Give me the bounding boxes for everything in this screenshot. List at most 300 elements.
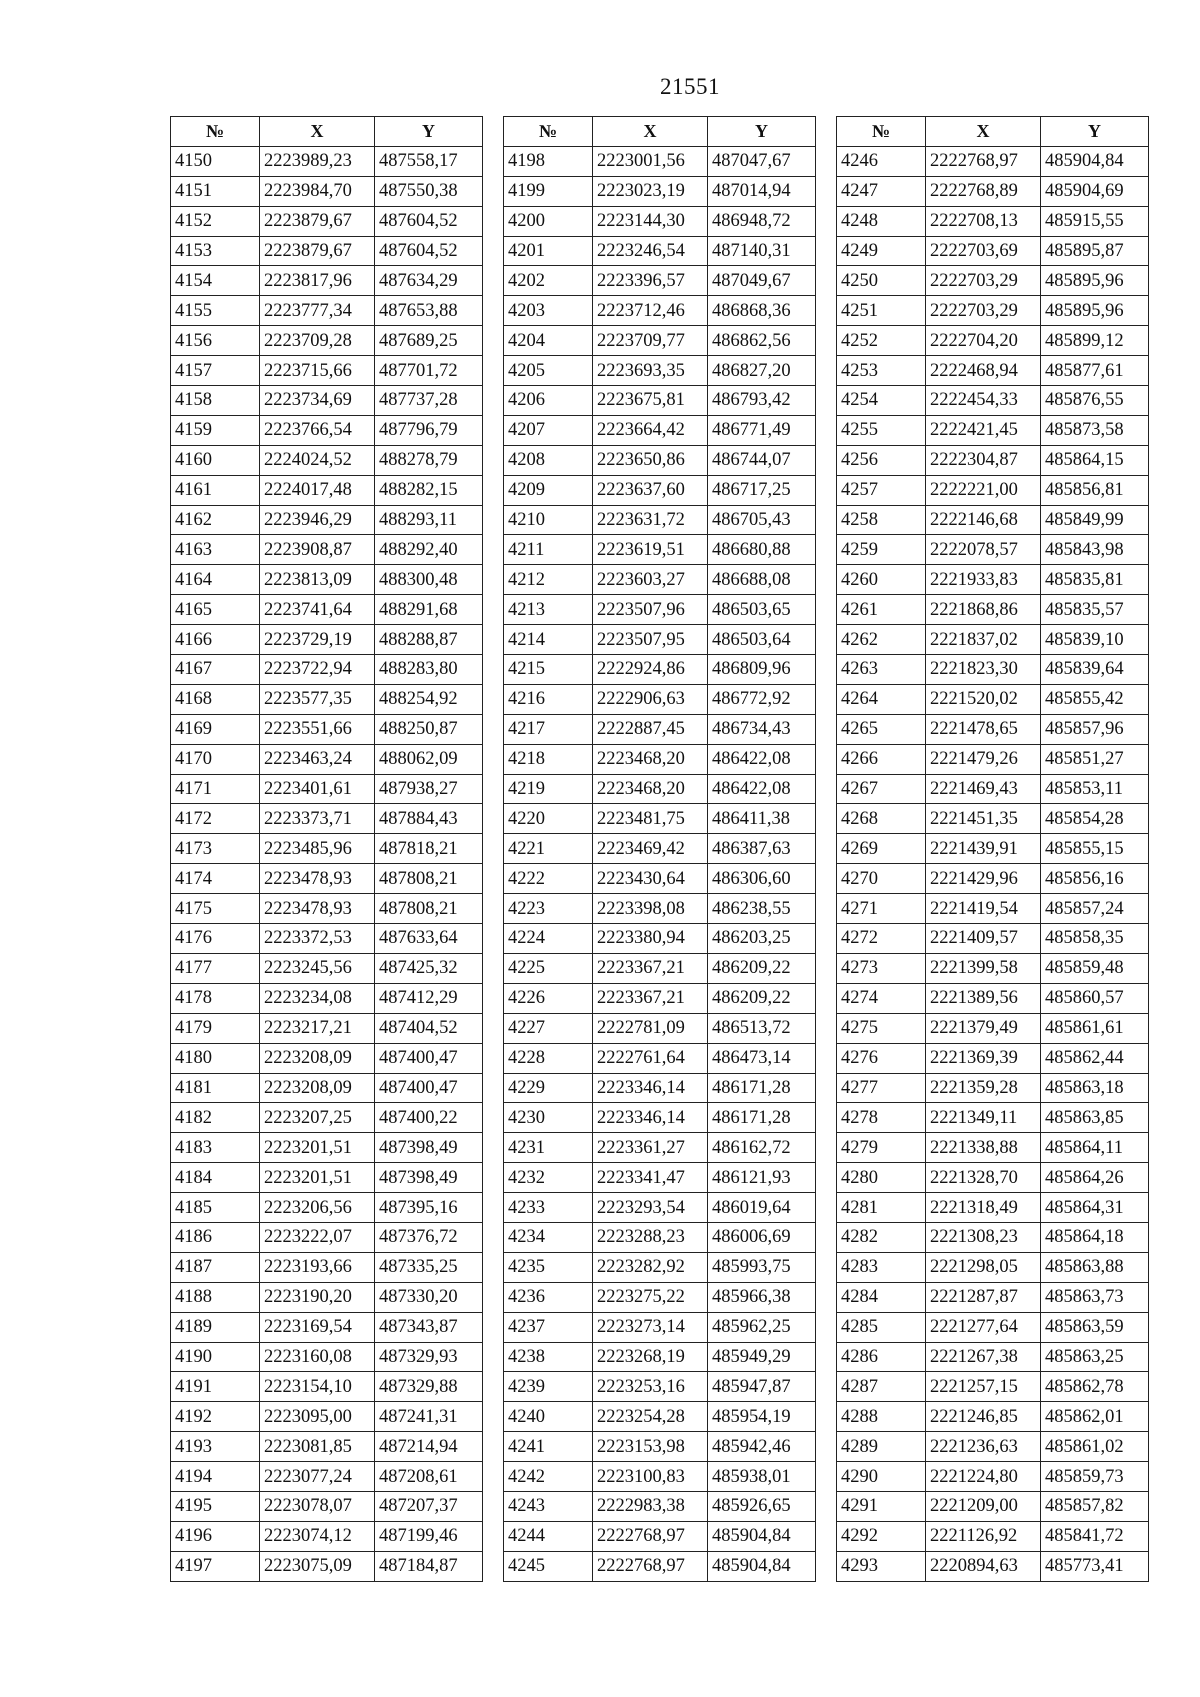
point-number-cell: 4203	[504, 296, 593, 326]
point-number-cell: 4269	[837, 834, 926, 864]
x-coordinate-cell: 2222703,29	[926, 296, 1041, 326]
x-coordinate-cell: 2221419,54	[926, 894, 1041, 924]
point-number-cell: 4243	[504, 1491, 593, 1521]
table-row	[837, 774, 1149, 804]
y-coordinate-cell: 487558,17	[375, 146, 483, 176]
x-coordinate-cell: 2222906,63	[593, 684, 708, 714]
y-coordinate-cell: 487400,22	[375, 1103, 483, 1133]
table-row	[504, 684, 816, 714]
table-row	[504, 1491, 816, 1521]
y-coordinate-cell: 487343,87	[375, 1312, 483, 1342]
table-row	[171, 1133, 483, 1163]
point-number-cell: 4167	[171, 655, 260, 685]
x-coordinate-cell: 2223190,20	[260, 1282, 375, 1312]
y-coordinate-cell: 486688,08	[708, 565, 816, 595]
x-coordinate-cell: 2221209,00	[926, 1491, 1041, 1521]
table-row	[171, 1103, 483, 1133]
table-row	[504, 386, 816, 416]
y-coordinate-cell: 485858,35	[1041, 924, 1149, 954]
y-coordinate-cell: 485864,15	[1041, 445, 1149, 475]
table-row	[504, 595, 816, 625]
point-number-cell: 4231	[504, 1133, 593, 1163]
point-number-cell: 4279	[837, 1133, 926, 1163]
x-coordinate-cell: 2223246,54	[593, 236, 708, 266]
y-coordinate-cell: 485904,69	[1041, 176, 1149, 206]
y-coordinate-cell: 485864,26	[1041, 1163, 1149, 1193]
y-coordinate-cell: 485863,73	[1041, 1282, 1149, 1312]
y-coordinate-cell: 485857,24	[1041, 894, 1149, 924]
x-coordinate-cell: 2223160,08	[260, 1342, 375, 1372]
x-coordinate-cell: 2223346,14	[593, 1073, 708, 1103]
x-coordinate-cell: 2223729,19	[260, 625, 375, 655]
point-number-cell: 4169	[171, 714, 260, 744]
y-coordinate-cell: 485849,99	[1041, 505, 1149, 535]
x-coordinate-cell: 2220894,63	[926, 1551, 1041, 1581]
y-coordinate-cell: 487550,38	[375, 176, 483, 206]
point-number-cell: 4275	[837, 1013, 926, 1043]
header-y: Y	[1041, 117, 1149, 147]
point-number-cell: 4236	[504, 1282, 593, 1312]
header-x: X	[260, 117, 375, 147]
point-number-cell: 4172	[171, 804, 260, 834]
x-coordinate-cell: 2221236,63	[926, 1432, 1041, 1462]
x-coordinate-cell: 2222146,68	[926, 505, 1041, 535]
point-number-cell: 4175	[171, 894, 260, 924]
table-row	[837, 445, 1149, 475]
table-row	[504, 1252, 816, 1282]
point-number-cell: 4202	[504, 266, 593, 296]
point-number-cell: 4154	[171, 266, 260, 296]
x-coordinate-cell: 2223201,51	[260, 1133, 375, 1163]
y-coordinate-cell: 488291,68	[375, 595, 483, 625]
x-coordinate-cell: 2223664,42	[593, 415, 708, 445]
table-row	[504, 1432, 816, 1462]
table-row	[837, 1402, 1149, 1432]
point-number-cell: 4283	[837, 1252, 926, 1282]
point-number-cell: 4179	[171, 1013, 260, 1043]
y-coordinate-cell: 486209,22	[708, 983, 816, 1013]
y-coordinate-cell: 486209,22	[708, 953, 816, 983]
table-row	[837, 864, 1149, 894]
point-number-cell: 4289	[837, 1432, 926, 1462]
x-coordinate-cell: 2222887,45	[593, 714, 708, 744]
x-coordinate-cell: 2221338,88	[926, 1133, 1041, 1163]
y-coordinate-cell: 487633,64	[375, 924, 483, 954]
y-coordinate-cell: 486705,43	[708, 505, 816, 535]
point-number-cell: 4193	[171, 1432, 260, 1462]
table-row	[171, 744, 483, 774]
point-number-cell: 4282	[837, 1222, 926, 1252]
point-number-cell: 4210	[504, 505, 593, 535]
y-coordinate-cell: 488292,40	[375, 535, 483, 565]
point-number-cell: 4278	[837, 1103, 926, 1133]
table-row	[504, 1372, 816, 1402]
point-number-cell: 4192	[171, 1402, 260, 1432]
x-coordinate-cell: 2222768,97	[926, 146, 1041, 176]
x-coordinate-cell: 2223946,29	[260, 505, 375, 535]
table-row	[504, 505, 816, 535]
x-coordinate-cell: 2221318,49	[926, 1193, 1041, 1223]
y-coordinate-cell: 487395,16	[375, 1193, 483, 1223]
point-number-cell: 4168	[171, 684, 260, 714]
table-row	[504, 625, 816, 655]
y-coordinate-cell: 485864,11	[1041, 1133, 1149, 1163]
y-coordinate-cell: 486809,96	[708, 655, 816, 685]
table-row	[504, 1222, 816, 1252]
point-number-cell: 4198	[504, 146, 593, 176]
table-row	[837, 146, 1149, 176]
table-row	[837, 655, 1149, 685]
table-row	[171, 505, 483, 535]
table-row	[837, 356, 1149, 386]
table-row	[171, 206, 483, 236]
y-coordinate-cell: 486387,63	[708, 834, 816, 864]
point-number-cell: 4274	[837, 983, 926, 1013]
x-coordinate-cell: 2223507,96	[593, 595, 708, 625]
x-coordinate-cell: 2223741,64	[260, 595, 375, 625]
y-coordinate-cell: 486422,08	[708, 774, 816, 804]
y-coordinate-cell: 485904,84	[1041, 146, 1149, 176]
y-coordinate-cell: 486006,69	[708, 1222, 816, 1252]
point-number-cell: 4292	[837, 1521, 926, 1551]
y-coordinate-cell: 487425,32	[375, 953, 483, 983]
table-row	[504, 804, 816, 834]
x-coordinate-cell: 2223169,54	[260, 1312, 375, 1342]
point-number-cell: 4217	[504, 714, 593, 744]
table-row	[837, 176, 1149, 206]
x-coordinate-cell: 2222768,89	[926, 176, 1041, 206]
table-row	[171, 774, 483, 804]
y-coordinate-cell: 485863,88	[1041, 1252, 1149, 1282]
x-coordinate-cell: 2221439,91	[926, 834, 1041, 864]
page-number: 21551	[660, 74, 720, 99]
point-number-cell: 4207	[504, 415, 593, 445]
y-coordinate-cell: 486306,60	[708, 864, 816, 894]
point-number-cell: 4161	[171, 475, 260, 505]
y-coordinate-cell: 487808,21	[375, 864, 483, 894]
point-number-cell: 4251	[837, 296, 926, 326]
y-coordinate-cell: 487241,31	[375, 1402, 483, 1432]
point-number-cell: 4208	[504, 445, 593, 475]
table-row	[504, 1163, 816, 1193]
y-coordinate-cell: 487604,52	[375, 236, 483, 266]
table-row	[504, 1133, 816, 1163]
point-number-cell: 4194	[171, 1462, 260, 1492]
x-coordinate-cell: 2221308,23	[926, 1222, 1041, 1252]
x-coordinate-cell: 2223734,69	[260, 386, 375, 416]
point-number-cell: 4273	[837, 953, 926, 983]
point-number-cell: 4229	[504, 1073, 593, 1103]
y-coordinate-cell: 486203,25	[708, 924, 816, 954]
point-number-cell: 4268	[837, 804, 926, 834]
table-row	[837, 953, 1149, 983]
table-row	[504, 655, 816, 685]
point-number-cell: 4256	[837, 445, 926, 475]
point-number-cell: 4176	[171, 924, 260, 954]
x-coordinate-cell: 2221823,30	[926, 655, 1041, 685]
table-row	[504, 176, 816, 206]
x-coordinate-cell: 2222421,45	[926, 415, 1041, 445]
point-number-cell: 4277	[837, 1073, 926, 1103]
y-coordinate-cell: 486121,93	[708, 1163, 816, 1193]
point-number-cell: 4152	[171, 206, 260, 236]
x-coordinate-cell: 2223650,86	[593, 445, 708, 475]
point-number-cell: 4267	[837, 774, 926, 804]
point-number-cell: 4247	[837, 176, 926, 206]
point-number-cell: 4239	[504, 1372, 593, 1402]
x-coordinate-cell: 2223879,67	[260, 206, 375, 236]
y-coordinate-cell: 487796,79	[375, 415, 483, 445]
x-coordinate-cell: 2224017,48	[260, 475, 375, 505]
x-coordinate-cell: 2223372,53	[260, 924, 375, 954]
point-number-cell: 4255	[837, 415, 926, 445]
point-number-cell: 4234	[504, 1222, 593, 1252]
x-coordinate-cell: 2223078,07	[260, 1491, 375, 1521]
x-coordinate-cell: 2223401,61	[260, 774, 375, 804]
y-coordinate-cell: 488300,48	[375, 565, 483, 595]
point-number-cell: 4158	[171, 386, 260, 416]
x-coordinate-cell: 2221349,11	[926, 1103, 1041, 1133]
x-coordinate-cell: 2222761,64	[593, 1043, 708, 1073]
y-coordinate-cell: 487184,87	[375, 1551, 483, 1581]
x-coordinate-cell: 2224024,52	[260, 445, 375, 475]
header-x: X	[593, 117, 708, 147]
x-coordinate-cell: 2223989,23	[260, 146, 375, 176]
point-number-cell: 4157	[171, 356, 260, 386]
table-row	[171, 415, 483, 445]
x-coordinate-cell: 2221389,56	[926, 983, 1041, 1013]
y-coordinate-cell: 485864,31	[1041, 1193, 1149, 1223]
y-coordinate-cell: 485993,75	[708, 1252, 816, 1282]
y-coordinate-cell: 485862,01	[1041, 1402, 1149, 1432]
table-row	[171, 1372, 483, 1402]
y-coordinate-cell: 485949,29	[708, 1342, 816, 1372]
x-coordinate-cell: 2221369,39	[926, 1043, 1041, 1073]
point-number-cell: 4174	[171, 864, 260, 894]
table-row	[837, 1193, 1149, 1223]
point-number-cell: 4241	[504, 1432, 593, 1462]
y-coordinate-cell: 487207,37	[375, 1491, 483, 1521]
point-number-cell: 4195	[171, 1491, 260, 1521]
y-coordinate-cell: 485851,27	[1041, 744, 1149, 774]
y-coordinate-cell: 486411,38	[708, 804, 816, 834]
x-coordinate-cell: 2223637,60	[593, 475, 708, 505]
y-coordinate-cell: 486948,72	[708, 206, 816, 236]
x-coordinate-cell: 2223478,93	[260, 864, 375, 894]
table-row	[837, 266, 1149, 296]
point-number-cell: 4235	[504, 1252, 593, 1282]
y-coordinate-cell: 485876,55	[1041, 386, 1149, 416]
point-number-cell: 4190	[171, 1342, 260, 1372]
point-number-cell: 4163	[171, 535, 260, 565]
y-coordinate-cell: 487140,31	[708, 236, 816, 266]
x-coordinate-cell: 2223551,66	[260, 714, 375, 744]
x-coordinate-cell: 2223254,28	[593, 1402, 708, 1432]
point-number-cell: 4166	[171, 625, 260, 655]
table-row	[837, 714, 1149, 744]
point-number-cell: 4164	[171, 565, 260, 595]
x-coordinate-cell: 2223245,56	[260, 953, 375, 983]
y-coordinate-cell: 486771,49	[708, 415, 816, 445]
y-coordinate-cell: 486019,64	[708, 1193, 816, 1223]
x-coordinate-cell: 2223217,21	[260, 1013, 375, 1043]
point-number-cell: 4214	[504, 625, 593, 655]
point-number-cell: 4286	[837, 1342, 926, 1372]
table-row	[171, 535, 483, 565]
y-coordinate-cell: 487208,61	[375, 1462, 483, 1492]
header-row	[837, 117, 1149, 147]
table-row	[504, 744, 816, 774]
x-coordinate-cell: 2222708,13	[926, 206, 1041, 236]
point-number-cell: 4271	[837, 894, 926, 924]
table-row	[171, 445, 483, 475]
table-row	[504, 953, 816, 983]
x-coordinate-cell: 2221479,26	[926, 744, 1041, 774]
table-row	[837, 1222, 1149, 1252]
x-coordinate-cell: 2221359,28	[926, 1073, 1041, 1103]
x-coordinate-cell: 2223367,21	[593, 953, 708, 983]
y-coordinate-cell: 485835,81	[1041, 565, 1149, 595]
y-coordinate-cell: 487412,29	[375, 983, 483, 1013]
table-row	[837, 565, 1149, 595]
table-row	[504, 236, 816, 266]
x-coordinate-cell: 2221379,49	[926, 1013, 1041, 1043]
point-number-cell: 4204	[504, 326, 593, 356]
point-number-cell: 4254	[837, 386, 926, 416]
y-coordinate-cell: 487400,47	[375, 1043, 483, 1073]
table-row	[837, 1282, 1149, 1312]
table-row	[504, 475, 816, 505]
table-row	[837, 1551, 1149, 1581]
table-row	[171, 236, 483, 266]
table-row	[171, 1432, 483, 1462]
x-coordinate-cell: 2222768,97	[593, 1521, 708, 1551]
y-coordinate-cell: 485895,96	[1041, 296, 1149, 326]
x-coordinate-cell: 2223144,30	[593, 206, 708, 236]
header-number: №	[504, 117, 593, 147]
y-coordinate-cell: 487689,25	[375, 326, 483, 356]
x-coordinate-cell: 2223023,19	[593, 176, 708, 206]
x-coordinate-cell: 2221224,80	[926, 1462, 1041, 1492]
y-coordinate-cell: 485857,82	[1041, 1491, 1149, 1521]
x-coordinate-cell: 2223341,47	[593, 1163, 708, 1193]
y-coordinate-cell: 485863,59	[1041, 1312, 1149, 1342]
table-row	[504, 924, 816, 954]
table-row	[837, 1073, 1149, 1103]
table-row	[171, 1252, 483, 1282]
point-number-cell: 4228	[504, 1043, 593, 1073]
point-number-cell: 4224	[504, 924, 593, 954]
table-row	[171, 1193, 483, 1223]
table-row	[504, 326, 816, 356]
table-row	[837, 1133, 1149, 1163]
y-coordinate-cell: 487049,67	[708, 266, 816, 296]
point-number-cell: 4201	[504, 236, 593, 266]
x-coordinate-cell: 2223693,35	[593, 356, 708, 386]
y-coordinate-cell: 485859,73	[1041, 1462, 1149, 1492]
y-coordinate-cell: 487634,29	[375, 266, 483, 296]
y-coordinate-cell: 487398,49	[375, 1133, 483, 1163]
y-coordinate-cell: 485859,48	[1041, 953, 1149, 983]
x-coordinate-cell: 2223631,72	[593, 505, 708, 535]
x-coordinate-cell: 2221126,92	[926, 1521, 1041, 1551]
y-coordinate-cell: 487701,72	[375, 356, 483, 386]
table-row	[504, 565, 816, 595]
point-number-cell: 4244	[504, 1521, 593, 1551]
x-coordinate-cell: 2223468,20	[593, 744, 708, 774]
point-number-cell: 4266	[837, 744, 926, 774]
point-number-cell: 4270	[837, 864, 926, 894]
y-coordinate-cell: 487329,93	[375, 1342, 483, 1372]
x-coordinate-cell: 2221267,38	[926, 1342, 1041, 1372]
table-row	[171, 684, 483, 714]
table-row	[837, 326, 1149, 356]
point-number-cell: 4160	[171, 445, 260, 475]
point-number-cell: 4253	[837, 356, 926, 386]
table-row	[504, 1013, 816, 1043]
point-number-cell: 4151	[171, 176, 260, 206]
table-row	[504, 1551, 816, 1581]
x-coordinate-cell: 2221298,05	[926, 1252, 1041, 1282]
x-coordinate-cell: 2221868,86	[926, 595, 1041, 625]
point-number-cell: 4187	[171, 1252, 260, 1282]
y-coordinate-cell: 486744,07	[708, 445, 816, 475]
x-coordinate-cell: 2223193,66	[260, 1252, 375, 1282]
point-number-cell: 4220	[504, 804, 593, 834]
x-coordinate-cell: 2221409,57	[926, 924, 1041, 954]
y-coordinate-cell: 485863,85	[1041, 1103, 1149, 1133]
y-coordinate-cell: 488293,11	[375, 505, 483, 535]
table-row	[171, 356, 483, 386]
y-coordinate-cell: 487330,20	[375, 1282, 483, 1312]
y-coordinate-cell: 485899,12	[1041, 326, 1149, 356]
point-number-cell: 4227	[504, 1013, 593, 1043]
point-number-cell: 4188	[171, 1282, 260, 1312]
x-coordinate-cell: 2223879,67	[260, 236, 375, 266]
table-row	[504, 445, 816, 475]
x-coordinate-cell: 2221520,02	[926, 684, 1041, 714]
y-coordinate-cell: 487818,21	[375, 834, 483, 864]
x-coordinate-cell: 2223715,66	[260, 356, 375, 386]
table-row	[504, 834, 816, 864]
y-coordinate-cell: 488278,79	[375, 445, 483, 475]
point-number-cell: 4248	[837, 206, 926, 236]
x-coordinate-cell: 2223577,35	[260, 684, 375, 714]
y-coordinate-cell: 488250,87	[375, 714, 483, 744]
point-number-cell: 4259	[837, 535, 926, 565]
x-coordinate-cell: 2222221,00	[926, 475, 1041, 505]
point-number-cell: 4258	[837, 505, 926, 535]
table-row	[837, 625, 1149, 655]
table-row	[504, 1312, 816, 1342]
point-number-cell: 4291	[837, 1491, 926, 1521]
table-row	[171, 565, 483, 595]
x-coordinate-cell: 2223201,51	[260, 1163, 375, 1193]
x-coordinate-cell: 2223074,12	[260, 1521, 375, 1551]
point-number-cell: 4237	[504, 1312, 593, 1342]
table-row	[837, 535, 1149, 565]
table-row	[171, 834, 483, 864]
y-coordinate-cell: 485954,19	[708, 1402, 816, 1432]
point-number-cell: 4186	[171, 1222, 260, 1252]
point-number-cell: 4213	[504, 595, 593, 625]
coordinates-table-3	[836, 116, 1149, 1582]
point-number-cell: 4285	[837, 1312, 926, 1342]
point-number-cell: 4263	[837, 655, 926, 685]
point-number-cell: 4276	[837, 1043, 926, 1073]
y-coordinate-cell: 485895,87	[1041, 236, 1149, 266]
table-row	[504, 1521, 816, 1551]
